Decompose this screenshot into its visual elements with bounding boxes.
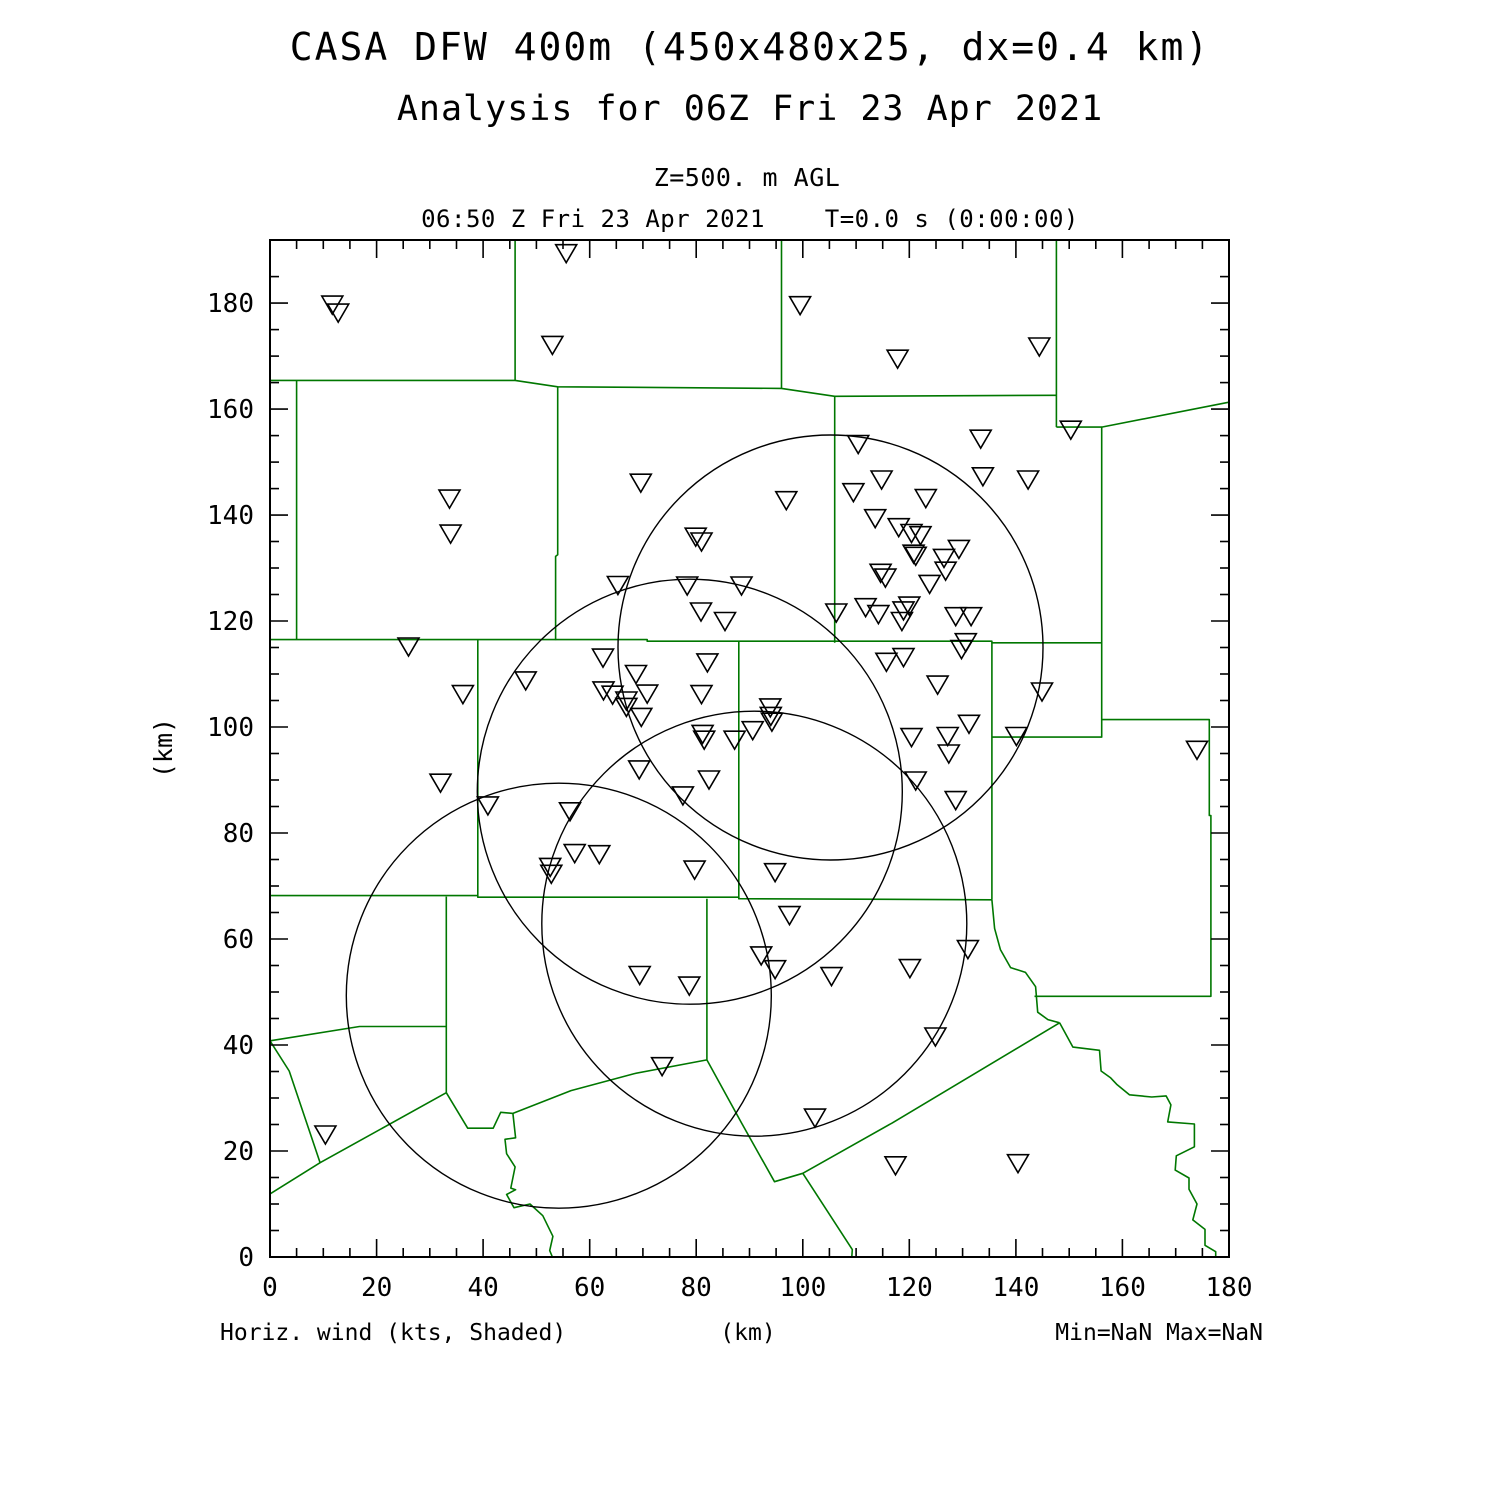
county-boundary xyxy=(1102,402,1229,427)
time-label: 06:50 Z Fri 23 Apr 2021 T=0.0 s (0:00:00) xyxy=(421,205,1079,233)
wind-markers-layer xyxy=(315,245,1208,1175)
radar-range-circle xyxy=(618,435,1043,860)
wind-marker xyxy=(593,649,614,667)
wind-marker xyxy=(593,682,614,700)
wind-marker xyxy=(905,772,926,790)
wind-marker xyxy=(672,787,693,805)
plot-frame xyxy=(270,240,1229,1257)
wind-marker xyxy=(957,941,978,959)
y-tick-label: 100 xyxy=(207,713,254,743)
y-tick-label: 60 xyxy=(222,925,254,955)
wind-marker xyxy=(602,686,623,704)
wind-marker xyxy=(959,715,980,733)
wind-marker xyxy=(843,484,864,502)
county-boundary xyxy=(270,640,1102,643)
wind-marker xyxy=(684,861,705,879)
wind-marker xyxy=(542,336,563,354)
x-tick-label: 160 xyxy=(1098,1273,1146,1303)
y-tick-label: 80 xyxy=(222,819,254,849)
y-tick-label: 160 xyxy=(207,395,254,426)
x-tick-label: 120 xyxy=(885,1273,933,1303)
wind-marker xyxy=(398,638,419,656)
wind-marker xyxy=(972,468,993,486)
x-tick-label: 20 xyxy=(360,1273,393,1303)
wind-marker xyxy=(477,797,498,815)
wind-marker xyxy=(699,771,720,789)
radar-range-circles-layer xyxy=(346,435,1043,1208)
county-boundary xyxy=(1060,1023,1216,1257)
county-boundary xyxy=(992,427,1102,737)
county-boundary xyxy=(992,900,1060,1023)
wind-marker xyxy=(589,846,610,864)
wind-marker xyxy=(779,907,800,925)
x-tick-label: 80 xyxy=(680,1273,712,1303)
county-boundary xyxy=(803,1023,1060,1174)
x-tick-label: 0 xyxy=(262,1273,278,1303)
x-tick-label: 140 xyxy=(992,1273,1040,1303)
wind-marker xyxy=(901,729,922,747)
wind-marker xyxy=(691,686,712,704)
county-boundary xyxy=(270,1027,446,1041)
wind-marker xyxy=(679,977,700,995)
wind-marker xyxy=(945,792,966,810)
x-tick-label: 180 xyxy=(1205,1273,1253,1303)
wind-marker xyxy=(430,774,451,792)
wind-marker xyxy=(440,525,461,543)
wind-marker xyxy=(871,471,892,489)
wind-marker xyxy=(765,961,786,979)
wind-marker xyxy=(776,492,797,510)
y-tick-label: 180 xyxy=(207,289,254,320)
county-boundary xyxy=(270,380,1056,396)
y-tick-label: 40 xyxy=(222,1031,254,1061)
wind-marker xyxy=(887,350,908,368)
page-title: CASA DFW 400m (450x480x25, dx=0.4 km) xyxy=(289,25,1211,69)
wind-marker xyxy=(1060,421,1081,439)
x-tick-label: 100 xyxy=(779,1273,827,1303)
wind-marker xyxy=(821,968,842,986)
wind-marker xyxy=(452,686,473,704)
county-boundary xyxy=(446,1093,553,1257)
wind-marker xyxy=(637,685,658,703)
axes-layer xyxy=(207,240,1252,1303)
wind-marker xyxy=(515,672,536,690)
wind-marker xyxy=(1008,1155,1029,1173)
wind-marker xyxy=(899,960,920,978)
wind-marker xyxy=(629,967,650,985)
wind-marker xyxy=(697,654,718,672)
min-max-label: Min=NaN Max=NaN xyxy=(1055,1320,1263,1346)
wind-marker xyxy=(691,603,712,621)
wind-marker xyxy=(865,510,886,528)
wind-marker xyxy=(724,731,745,749)
y-axis-label: (km) xyxy=(149,717,178,779)
county-boundary xyxy=(270,896,992,900)
wind-marker xyxy=(715,613,736,631)
wind-marker xyxy=(876,653,897,671)
wind-marker xyxy=(556,245,577,263)
wind-marker xyxy=(1018,471,1039,489)
wind-marker xyxy=(915,490,936,508)
county-boundary xyxy=(513,1060,707,1114)
wind-marker xyxy=(564,845,585,863)
wind-marker xyxy=(765,864,786,882)
y-tick-label: 20 xyxy=(222,1137,254,1167)
county-boundaries-layer xyxy=(270,240,1229,1257)
y-tick-label: 140 xyxy=(207,501,254,532)
wind-marker xyxy=(910,527,931,545)
x-axis-label: (km) xyxy=(720,1320,776,1346)
wind-marker xyxy=(919,575,940,593)
radar-range-circle xyxy=(542,711,967,1136)
wind-marker xyxy=(955,634,976,652)
wind-marker xyxy=(1029,338,1050,356)
wind-marker xyxy=(937,728,958,746)
wind-marker xyxy=(626,666,647,684)
wind-marker xyxy=(927,676,948,694)
wind-marker xyxy=(893,649,914,667)
wind-marker xyxy=(885,1157,906,1175)
wind-marker xyxy=(629,761,650,779)
wind-marker xyxy=(439,490,460,508)
x-tick-label: 40 xyxy=(467,1273,499,1303)
wind-marker xyxy=(1032,683,1053,701)
wind-marker xyxy=(631,708,652,726)
wind-marker xyxy=(925,1028,946,1046)
level-label: Z=500. m AGL xyxy=(653,163,841,192)
wind-marker xyxy=(905,547,926,565)
page-subtitle: Analysis for 06Z Fri 23 Apr 2021 xyxy=(396,89,1104,129)
county-boundary xyxy=(270,1093,446,1194)
county-boundary xyxy=(556,387,558,640)
y-tick-label: 0 xyxy=(238,1243,254,1273)
field-description-label: Horiz. wind (kts, Shaded) xyxy=(220,1320,567,1346)
wind-marker xyxy=(685,528,706,546)
wind-marker xyxy=(630,474,651,492)
wind-marker xyxy=(315,1126,336,1144)
wind-marker xyxy=(826,604,847,622)
wind-marker xyxy=(970,430,991,448)
wind-marker xyxy=(790,297,811,315)
county-boundary xyxy=(270,1041,320,1163)
county-boundary xyxy=(1035,720,1211,997)
x-tick-label: 60 xyxy=(574,1273,606,1303)
wind-marker xyxy=(938,745,959,763)
y-tick-label: 120 xyxy=(207,607,254,637)
wind-marker xyxy=(1187,741,1208,759)
